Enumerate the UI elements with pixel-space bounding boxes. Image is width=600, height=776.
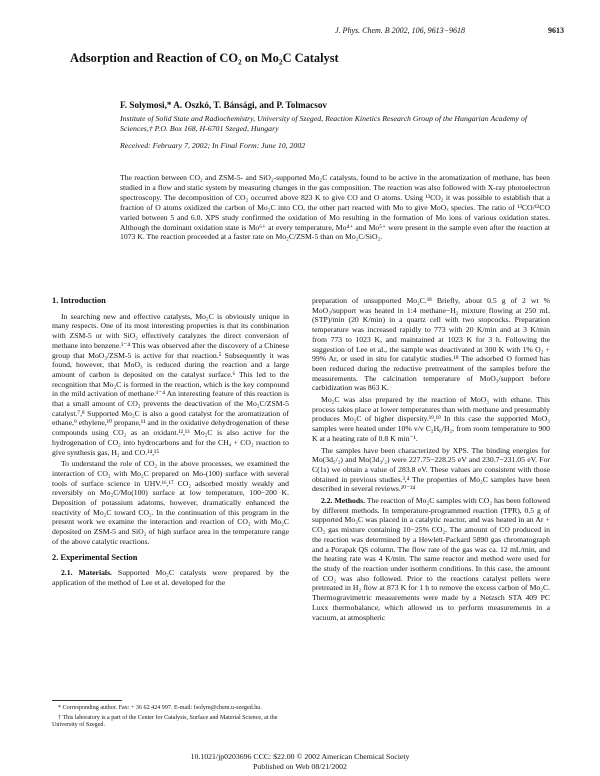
footnotes — [52, 700, 289, 732]
abstract: The reaction between CO₂ and ZSM-5- and SiO₂-supported Mo₂C catalysts, found to be active in the aromatization of methane, has been studied in a flow and static system by measuring changes in the gas composition. The reaction was also followed with X-ray photoelectron spectroscopy. The decomposition of CO₂ occurred above 823 K to give CO and O atoms. Using ¹³CO₂ it was possible to establish that a fraction of O atoms oxidized the carbon of Mo₂C into CO, the other part reacted with Mo to give MoOₓ species. The ratio of ¹³CO/¹²CO varied between 5 and 6.0. XPS study confirmed the oxidation of Mo resulting in the formation of Mo ions of various oxidation states. Although the dominant oxidation state is Mo⁶⁺ at every temperature, Mo⁴⁺ and Mo⁵⁺ were present in the sample even after the reaction at 1073 K. The reaction proceeded at a faster rate on Mo₂C/ZSM-5 than on Mo₂C/SiO₂. — [120, 173, 550, 242]
doi-copyright-line: 10.1021/jp0203696 CCC: $22.00 © 2002 American Chemical Society — [190, 752, 410, 761]
footnote-laboratory: † This laboratory is a part of the Center for Catalysis, Surface and Material Science, at the University of Szeged. — [52, 714, 278, 729]
article-title: Adsorption and Reaction of CO₂ on Mo₂C Catalyst — [70, 51, 339, 65]
body-paragraph: preparation of unsupported Mo₂C.¹⁸ Briefly, about 0.5 g of 2 wt % MoO₃/support was heated in 1:4 methane−H₂ mixture flowing at 250 mL (STP)/min (20 K/min) in a quartz cell with two stopcocks. Preparation temperature was increased rapidly to 773 with 20 K/min and at 3 K/min from 773 to 1023 K, and maintained at 1023 K for 3 h. Following the suggestion of Lee et al., the sample was deactivated at 300 K with 1% O₂ + 99% Ar, or used in situ for catalytic studies.¹⁸ The adsorbed O formed has been reduced during the reductive pretreatment of the samples before the measurements. The calcination temperature of MoO₃/support before carbidization was 863 K. — [312, 296, 550, 393]
received-dates: Received: February 7, 2002; In Final Form: June 10, 2002 — [120, 141, 306, 150]
right-column — [312, 296, 550, 624]
footnote-corresponding-author: * Corresponding author. Fax: + 36 62 424 997. E-mail: fsolym@chem.u-szeged.hu. — [58, 705, 262, 711]
subsection-heading-materials: 2.1. Materials. — [61, 568, 112, 578]
publication-date: Published on Web 08/21/2002 — [253, 762, 347, 771]
body-paragraph — [52, 568, 289, 587]
body-paragraph: Mo₂C was also prepared by the reaction of MoO₃ with ethane. This process takes place at lower temperatures than with methane and presumably produces Mo₂C of higher dispersity.¹⁹,¹⁹ In this case the supported MoO₃ samples were heated under 10% v/v C₂H₆/H₂, from room temperature to 900 K at a heating rate of 0.8 K min⁻¹. — [312, 395, 550, 443]
body-paragraph: To understand the role of CO₂ in the above processes, we examined the interaction of CO₂ with Mo₂C prepared on Mo-(100) surface with several tools of surface science in UHV.¹⁶,¹⁷ CO₂ adsorbed mostly weakly and reversibly on Mo₂C/Mo(100) surface at low temperature, 100−200 K. Deposition of potassium adatoms, however, dramatically enhanced the reactivity of Mo₂C toward CO₂. In the continuation of this program in the present work we examine the interaction and reaction of CO₂ with Mo₂C deposited on ZSM-5 and SiO₂ of high surface area in the temperature range of the above catalytic reactions. — [52, 459, 289, 546]
body-paragraph: The samples have been characterized by XPS. The binding energies for Mo(3d₅/₂) and Mo(3d₃/₂) were 227.75−228.25 eV and 230.7−231.05 eV. For C(1s) we obtain a value of 283.8 eV. These values are consistent with those obtained in previous studies.³,⁴ The properties of Mo₂C samples have been described in several reviews.²⁰⁻²⁴ — [312, 445, 550, 494]
page-number: 9613 — [548, 26, 564, 35]
affiliation: Institute of Solid State and Radiochemistry, University of Szeged, Reaction Kinetics Research Group of the Hungarian Academy of Sciences,† P.O. Box 168, H-6701 Szeged, Hungary — [120, 114, 528, 133]
author-list: F. Solymosi,* A. Oszkó, T. Bánsági, and P. Tolmacsov — [120, 100, 328, 110]
body-paragraph: In searching new and effective catalysts, Mo₂C is obviously unique in many respects. One of its most interesting properties is that its combination with ZSM-5 or with SiO₂ effectively catalyzes the direct conversion of methane into benzene.¹⁻⁴ This was observed after the discovery of a Chinese group that MoO₃/ZSM-5 is active for that reaction.⁵ Subsequently it was found, however, that MoO₃ is reduced during the reaction and a large amount of carbon is deposited on the catalyst surface.⁶ This led to the recognition that Mo₂C is formed in the reaction, which is the key compound in the mild activation of methane.¹⁻⁴ An interesting feature of this reaction is that a small amount of CO₂ prevents the deactivation of the Mo₂C/ZSM-5 catalyst.⁷,⁸ Supported Mo₂C is also a good catalyst for the aromatization of ethane,⁹ ethylene,¹⁰ propane,¹¹ and in the oxidative dehydrogenation of these compounds using CO₂ as an oxidant.¹²,¹³ Mo₂C is also active for the hydrogenation of CO₂ into hydrocarbons and for the CH₄ + CO₂ reaction to give synthesis gas, H₂ and CO.¹⁴,¹⁵ — [52, 311, 289, 457]
materials-text: Supported Mo₂C catalysts were prepared by the application of the method of Lee et al. developed for the — [52, 568, 289, 587]
footnote-rule — [52, 700, 122, 701]
body-paragraph — [312, 496, 550, 622]
left-column — [52, 296, 289, 590]
section-heading-introduction: 1. Introduction — [52, 296, 106, 305]
running-header: J. Phys. Chem. B 2002, 106, 9613−9618 — [335, 26, 466, 35]
methods-text: The reaction of Mo₂C samples with CO₂ has been followed by different methods. In temperature-programmed reaction (TPR), 0.5 g of supported Mo₂C was placed in a catalytic reactor, and was heated in an Ar + CO₂ gas mixture containing 10−25% CO₂. The amount of CO produced in the reaction was determined by a Hewlett-Packard 5890 gas chromatograph and a Porapak QS column. The flow rate of the gas was ca. 12 mL/min, and the heating rate was 4 K/min. The same reactor and method were used for the study of the reaction under isotherm conditions. In this case, the amount of CO₂ was also followed. Prior to the reactions catalyst pellets were pretreated in H₂ flow at 873 K for 1 h to remove the excess carbon of Mo₂C. Thermogravimetric measurements were made by a Netzsch STA 409 PC Luxx thermobalance, which allowed us to perform measurements in a vacuum, at atmospheric — [312, 496, 550, 622]
section-heading-experimental: 2. Experimental Section — [52, 552, 138, 562]
subsection-heading-methods: 2.2. Methods. — [321, 496, 366, 506]
